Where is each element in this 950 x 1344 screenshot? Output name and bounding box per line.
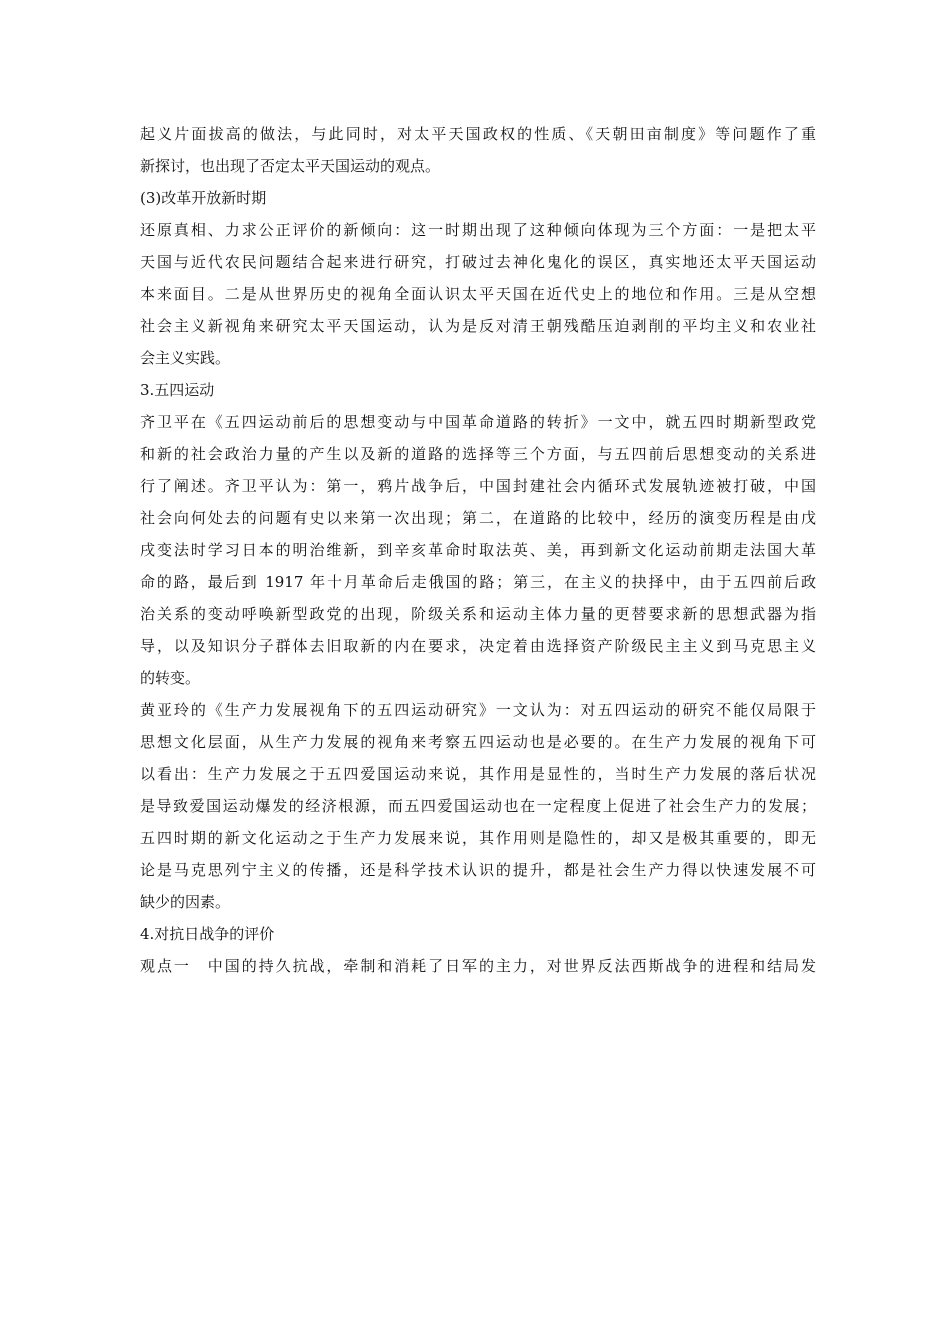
text-line: 天国与近代农民问题结合起来进行研究，打破过去神化鬼化的误区，真实地还太平天国运动 xyxy=(140,253,816,271)
text-line: 黄亚玲的《生产力发展视角下的五四运动研究》一文认为：对五四运动的研究不能仅局限于 xyxy=(140,701,816,719)
text-line: 缺少的因素。 xyxy=(140,893,231,911)
reform-era-paragraph xyxy=(140,214,816,374)
text-line: 和新的社会政治力量的产生以及新的道路的选择等三个方面，与五四前后思想变动的关系进 xyxy=(140,445,816,463)
text-line: 治关系的变动呼唤新型政党的出现，阶级关系和运动主体力量的更替要求新的思想武器为指 xyxy=(140,605,816,623)
text-line: 齐卫平在《五四运动前后的思想变动与中国革命道路的转折》一文中，就五四时期新型政党 xyxy=(140,413,816,431)
text-line: 论是马克思列宁主义的传播，还是科学技术认识的提升，都是社会生产力得以快速发展不可 xyxy=(140,861,816,879)
heading-anti-japanese-war: 4.对抗日战争的评价 xyxy=(140,925,275,943)
text-line: 的转变。 xyxy=(140,669,201,687)
text-line: 社会主义新视角来研究太平天国运动，认为是反对清王朝残酷压迫剥削的平均主义和农业社 xyxy=(140,317,816,335)
text-line: 新探讨，也出现了否定太平天国运动的观点。 xyxy=(140,157,441,175)
text-line: 以看出：生产力发展之于五四爱国运动来说，其作用是显性的，当时生产力发展的落后状况 xyxy=(140,765,816,783)
taiping-cont xyxy=(140,118,816,182)
huang-yaling-paragraph xyxy=(140,694,816,918)
text-line: 还原真相、力求公正评价的新倾向：这一时期出现了这种倾向体现为三个方面：一是把太平 xyxy=(140,221,816,239)
qi-weiping-paragraph xyxy=(140,406,816,694)
text-line: 命的路，最后到 1917 年十月革命后走俄国的路；第三，在主义的抉择中，由于五四前后政 xyxy=(140,573,816,591)
text-line: 戌变法时学习日本的明治维新，到辛亥革命时取法英、美，再到新文化运动前期走法国大革 xyxy=(140,541,816,559)
text-line: 导，以及知识分子群体去旧取新的内在要求，决定着由选择资产阶级民主主义到马克思主义 xyxy=(140,637,816,655)
text-line: 行了阐述。齐卫平认为：第一，鸦片战争后，中国封建社会内循环式发展轨迹被打破，中国 xyxy=(140,477,816,495)
heading-reform-era: (3)改革开放新时期 xyxy=(140,189,267,207)
text-line: 是导致爱国运动爆发的经济根源，而五四爱国运动也在一定程度上促进了社会生产力的发展； xyxy=(140,797,816,815)
text-line: 社会向何处去的问题有史以来第一次出现；第二，在道路的比较中，经历的演变历程是由戊 xyxy=(140,509,816,527)
text-line: 思想文化层面，从生产力发展的视角来考察五四运动也是必要的。在生产力发展的视角下可 xyxy=(140,733,816,751)
text-line: 五四时期的新文化运动之于生产力发展来说，其作用则是隐性的，却又是极其重要的，即无 xyxy=(140,829,816,847)
text-line: 会主义实践。 xyxy=(140,349,231,367)
heading-may-fourth: 3.五四运动 xyxy=(140,381,215,399)
text-line: 观点一 中国的持久抗战，牵制和消耗了日军的主力，对世界反法西斯战争的进程和结局发 xyxy=(140,957,816,975)
document-page xyxy=(140,118,816,982)
text-line: 本来面目。二是从世界历史的视角全面认识太平天国在近代史上的地位和作用。三是从空想 xyxy=(140,285,816,303)
text-line: 起义片面拔高的做法，与此同时，对太平天国政权的性质、《天朝田亩制度》等问题作了重 xyxy=(140,125,816,143)
viewpoint-one-paragraph xyxy=(140,950,816,982)
